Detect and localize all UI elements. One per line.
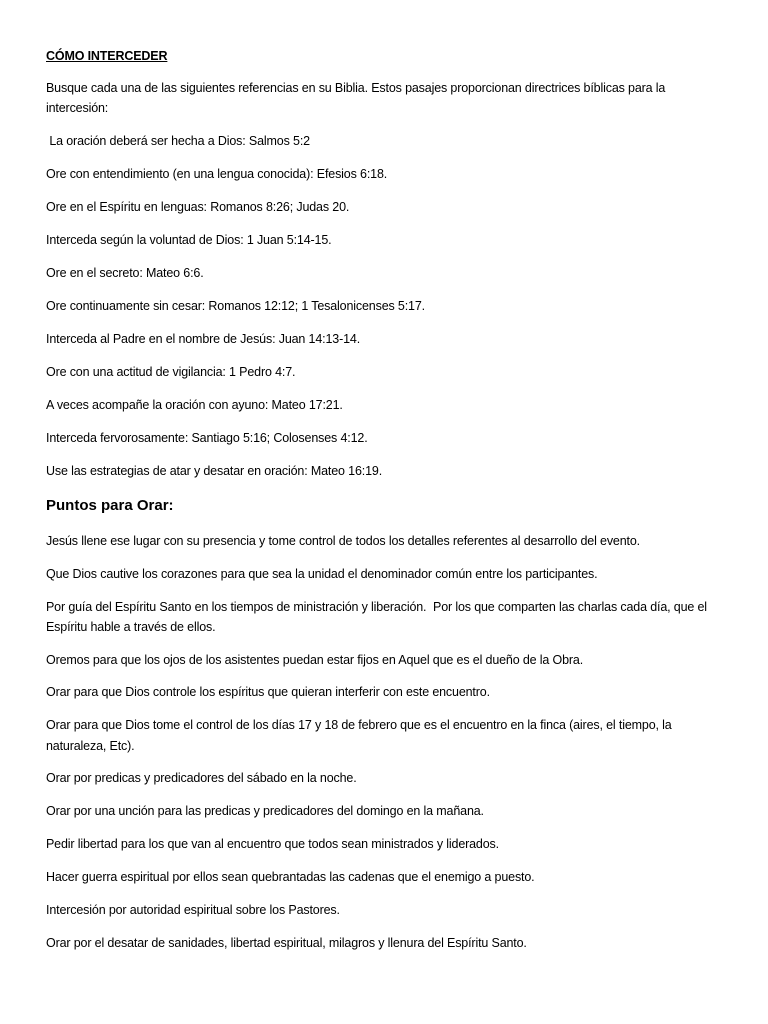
prayer-point: Orar para que Dios tome el control de los días 17 y 18 de febrero que es el encuentro en la finca (aires, el tiempo, la bbox=[46, 718, 672, 732]
prayer-point: Orar por predicas y predicadores del sábado en la noche. bbox=[46, 771, 357, 785]
prayer-point: Oremos para que los ojos de los asistentes puedan estar fijos en Aquel que es el dueño de la Obra. bbox=[46, 653, 584, 667]
guideline-item: Use las estrategias de atar y desatar en oración: Mateo 16:19. bbox=[46, 464, 383, 478]
guideline-item: La oración deberá ser hecha a Dios: Salmos 5:2 bbox=[46, 134, 310, 148]
prayer-point-continuation: Espíritu hable a través de ellos. bbox=[46, 620, 216, 634]
guideline-item: Ore continuamente sin cesar: Romanos 12:12; 1 Tesalonicenses 5:17. bbox=[46, 299, 425, 313]
prayer-point: Intercesión por autoridad espiritual sobre los Pastores. bbox=[46, 903, 340, 917]
prayer-point: Jesús llene ese lugar con su presencia y tome control de todos los detalles referentes al desarrollo del evento. bbox=[46, 534, 640, 548]
intro-line-2: intercesión: bbox=[46, 101, 109, 115]
guideline-item: Interceda fervorosamente: Santiago 5:16; Colosenses 4:12. bbox=[46, 431, 368, 445]
prayer-point: Pedir libertad para los que van al encuentro que todos sean ministrados y liderados. bbox=[46, 837, 499, 851]
prayer-point: Orar por el desatar de sanidades, libertad espiritual, milagros y llenura del Espíritu Santo. bbox=[46, 936, 527, 950]
guideline-item: A veces acompañe la oración con ayuno: Mateo 17:21. bbox=[46, 398, 343, 412]
section-title: Puntos para Orar: bbox=[46, 497, 174, 514]
intro-line-1: Busque cada una de las siguientes referencias en su Biblia. Estos pasajes proporcionan directrices bíblicas para la bbox=[46, 81, 666, 95]
document-title: CÓMO INTERCEDER bbox=[46, 49, 168, 63]
prayer-point-continuation: naturaleza, Etc). bbox=[46, 739, 135, 753]
prayer-point: Por guía del Espíritu Santo en los tiempos de ministración y liberación. Por los que comparten las charlas cada día, que el bbox=[46, 600, 707, 614]
guideline-item: Interceda al Padre en el nombre de Jesús: Juan 14:13-14. bbox=[46, 332, 361, 346]
guideline-item: Ore con entendimiento (en una lengua conocida): Efesios 6:18. bbox=[46, 167, 388, 181]
prayer-point: Que Dios cautive los corazones para que sea la unidad el denominador común entre los participantes. bbox=[46, 567, 598, 581]
guideline-item: Interceda según la voluntad de Dios: 1 Juan 5:14-15. bbox=[46, 233, 332, 247]
prayer-point: Orar por una unción para las predicas y predicadores del domingo en la mañana. bbox=[46, 804, 484, 818]
prayer-point: Hacer guerra espiritual por ellos sean quebrantadas las cadenas que el enemigo a puesto. bbox=[46, 870, 535, 884]
guideline-item: Ore con una actitud de vigilancia: 1 Pedro 4:7. bbox=[46, 365, 296, 379]
prayer-point: Orar para que Dios controle los espíritus que quieran interferir con este encuentro. bbox=[46, 685, 490, 699]
guideline-item: Ore en el Espíritu en lenguas: Romanos 8:26; Judas 20. bbox=[46, 200, 350, 214]
guideline-item: Ore en el secreto: Mateo 6:6. bbox=[46, 266, 204, 280]
